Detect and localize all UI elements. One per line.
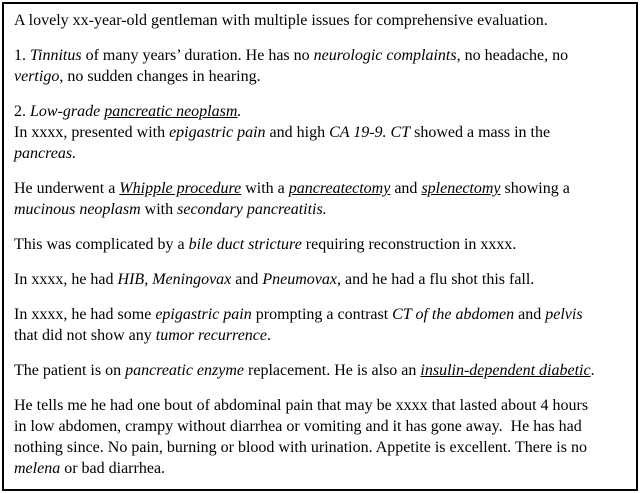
paragraph [14,234,626,255]
text-run: and [231,271,263,288]
italic-term: Tinnitus [30,47,82,64]
italic-term: Meningovax [152,271,232,288]
italic-term: vertigo [14,68,60,85]
paragraph [14,360,626,381]
text-run: . [590,362,595,379]
text-run: In xxxx, presented with [14,124,170,141]
underlined-term: pancreatic neoplasm [104,103,238,120]
paragraph [14,101,626,164]
text-run: , [144,271,153,288]
italic-term: epigastric pain [169,124,266,141]
underlined-term: insulin-dependent diabetic [420,362,591,379]
text-run: showing a [500,180,570,197]
italic-term: pancreas. [14,145,77,162]
text-run: A lovely xx-year-old gentleman with multiple issues for comprehensive evaluation. [14,12,548,29]
text-run: requiring reconstruction in xxxx. [301,236,517,253]
text-run: of many years’ duration. He has no [81,47,314,64]
text-run: and high [265,124,330,141]
document-body [14,10,626,479]
text-run: and [390,180,422,197]
italic-term: secondary pancreatitis. [177,201,327,218]
text-run: 1. [14,47,30,64]
italic-term: HIB [117,271,145,288]
text-run: , no sudden changes in hearing. [59,68,261,85]
text-run: In xxxx, he had some [14,306,156,323]
text-run: He underwent a [14,180,120,197]
paragraph [14,269,626,290]
text-run: or bad diarrhea. [60,460,166,477]
document-frame [2,2,638,491]
italic-term: mucinous neoplasm [14,201,141,218]
text-run: . [267,327,271,344]
italic-term: tumor recurrence [155,327,267,344]
italic-term: epigastric pain [155,306,252,323]
italic-term: bile duct stricture [188,236,302,253]
italic-term: Pneumovax [262,271,338,288]
italic-term: CT of the abdomen [392,306,515,323]
text-run: replacement. He is also an [244,362,421,379]
paragraph [14,395,626,479]
text-run: and [514,306,546,323]
italic-term: melena [14,460,61,477]
text-run: This was complicated by a [14,236,189,253]
italic-term: pancreatic enzyme [125,362,245,379]
text-run: In xxxx, he had [14,271,118,288]
text-run: 2. [14,103,30,120]
text-run: with a [241,180,289,197]
underlined-term: Whipple procedure [119,180,242,197]
italic-term: CA 19-9. CT [329,124,411,141]
underlined-term: splenectomy [421,180,501,197]
text-run: He tells me he had one bout of abdominal pain that may be xxxx that lasted about 4 hours [14,397,589,414]
italic-term: pelvis [545,306,583,323]
paragraph [14,45,626,87]
text-run: The patient is on [14,362,126,379]
italic-term: Low-grade [30,103,105,120]
text-run: with [140,201,178,218]
text-run: prompting a contrast [251,306,393,323]
paragraph [14,304,626,346]
paragraph [14,10,626,31]
text-run: nothing since. No pain, burning or blood with urination. Appetite is excellent. There is no [14,439,587,456]
underlined-term: pancreatectomy [288,180,391,197]
text-run: in low abdomen, crampy without diarrhea or vomiting and it has gone away. He has had [14,418,582,435]
italic-term: neurologic complaints [313,47,457,64]
text-run: , no headache, no [456,47,569,64]
italic-term: . [237,103,242,120]
text-run: showed a mass in the [410,124,551,141]
text-run: , and he had a flu shot this fall. [337,271,535,288]
text-run: that did not show any [14,327,156,344]
paragraph [14,178,626,220]
